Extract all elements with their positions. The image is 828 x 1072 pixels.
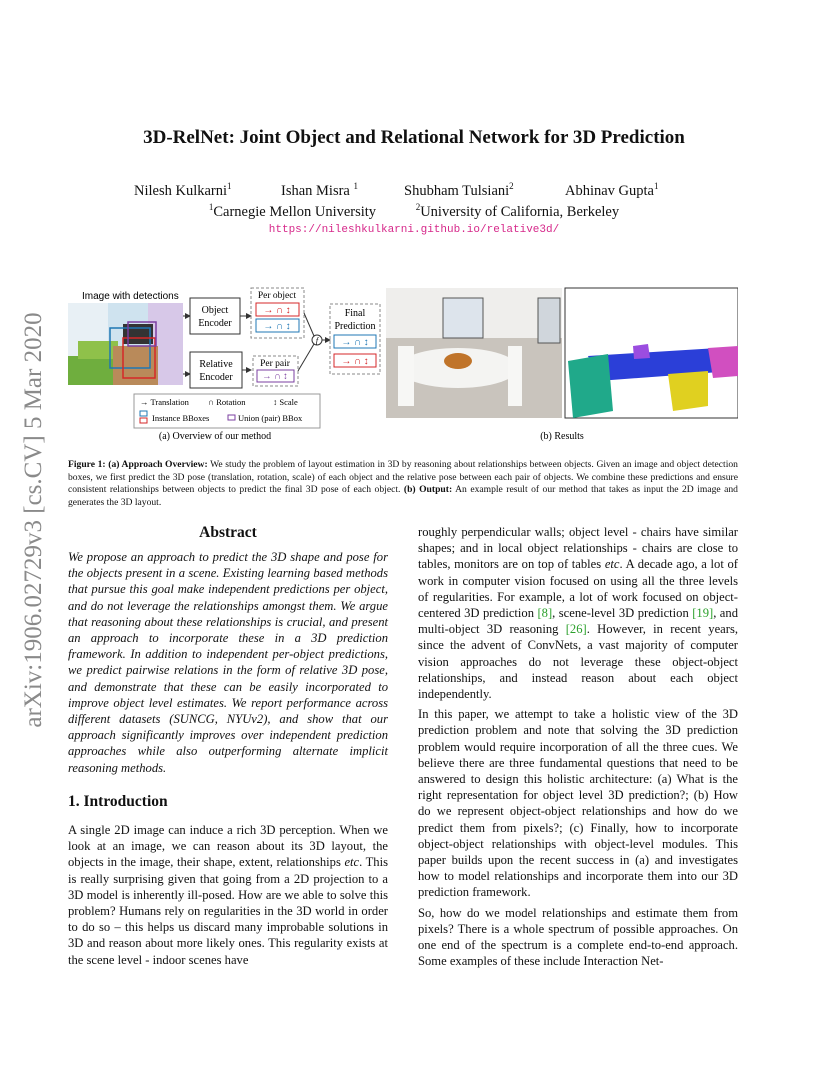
figure-1: [68, 286, 738, 446]
pose-glyphs-red: → ∩ ↕: [263, 305, 291, 316]
figure-1-graphic: [68, 286, 738, 446]
author-3: Shubham Tulsiani$^2$: [404, 181, 514, 199]
abstract-text: We propose an approach to predict the 3D shape and pose for the objects present in a scene. Existing learning based methods that pursue this goal make independent predictions per object, and do not leverage the relationships amongst them. We argue that reasoning about these relationships is crucial, and present an approach to incorporate these in a 3D prediction framework. In addition to independent per-object predictions, we predict pairwise relations in the form of relative 3D pose, and demonstrate that these can be easily incorporated to improve object level estimates. We report performance across different datasets (SUNCG, NYUv2), and show that our approach significantly improves over independent prediction approaches while also outperforming alternate implicit reasoning methods.: [68, 550, 388, 775]
pose-glyphs-purple: → ∩ ↕: [262, 372, 288, 382]
input-image: [68, 303, 183, 385]
right-paragraph-2: In this paper, we attempt to take a holistic view of the 3D prediction problem and note that solving the 3D prediction problem would require incorporation of all the three cues. We believe there are three fundamental questions that need to be answered to design this holistic architecture: (a) What is the right representation for object level 3D prediction?; (b) How do we represent object-object relationships and how do we predict them from pixels?; (c) Finally, how to incorporate object-object relationships with object-level modules. This paper builds upon the recent success in (a) and investigates how to model relationships and incorporate them into our 3D prediction framework.: [418, 707, 738, 900]
abstract-heading: Abstract: [199, 524, 257, 541]
relative-encoder-label-1: Relative: [199, 359, 233, 370]
legend-instance: Instance BBoxes: [152, 413, 210, 423]
legend-translation: → Translation: [140, 397, 189, 407]
figure-caption: Figure 1: (a) Approach Overview: We study the problem of layout estimation in 3D by reasoning about relationships between objects. Given an image and object detection boxes, we first predict the 3D pose (translation, rotation, scale) of each object and the relative pose between each pair of objects. We combine these predictions and ensure consistent relationships between objects to predict the final 3D pose of each object. (b) Output: An example result of our method that takes as input the 2D image and generates the 3D layout.: [68, 459, 738, 508]
author-1: Nilesh Kulkarni$^1$: [134, 181, 232, 199]
author-4: Abhinav Gupta$^1$: [565, 181, 659, 199]
affiliation-2: $^2$University of California, Berkeley: [415, 202, 620, 220]
final-glyphs-blue: → ∩ ↕: [341, 337, 369, 348]
paper-title: 3D-RelNet: Joint Object and Relational Network for 3D Prediction: [143, 127, 685, 148]
legend-rotation: ∩ Rotation: [208, 397, 246, 407]
f-symbol: f: [315, 336, 319, 345]
legend-union: Union (pair) BBox: [238, 413, 303, 423]
intro-paragraph-1: A single 2D image can induce a rich 3D perception. When we look at an image, we can reason about its 3D layout, the objects in the image, their shape, extent, relationships etc. This is really surprising given that going from a 2D projection to a 3D model is inherently ill-posed. How are we able to solve this problem? Humans rely on regularities in the 3D world in order to do so – this helps us discard many improbable solutions in 3D and reason about more likely ones. This regularity exists at the scene level - indoor scenes have: [68, 823, 388, 967]
affiliation-1: $^1$Carnegie Mellon University: [208, 202, 377, 220]
relative-encoder-label-2: Encoder: [199, 372, 233, 383]
citation-8[interactable]: [8]: [537, 606, 553, 621]
final-prediction-label-1: Final: [344, 308, 366, 319]
author-2: Ishan Misra $^1$: [281, 181, 358, 199]
project-url[interactable]: https://nileshkulkarni.github.io/relative3d/: [268, 224, 560, 236]
subcaption-a: (a) Overview of our method: [158, 431, 272, 442]
legend-scale: ↕ Scale: [273, 397, 298, 407]
results-rendering: [386, 288, 562, 418]
affiliations: [0, 202, 828, 221]
per-object-label: Per object: [257, 291, 297, 301]
final-prediction-label-2: Prediction: [334, 321, 376, 332]
citation-19[interactable]: [19]: [692, 606, 714, 621]
pose-glyphs-blue: → ∩ ↕: [263, 321, 291, 332]
intro-heading: 1. Introduction: [68, 793, 168, 810]
right-paragraph-3: So, how do we model relationships and estimate them from pixels? There is a whole spectrum of possible approaches. On one end of the spectrum is a complete end-to-end approach. Some examples of these include Interaction Net-: [418, 905, 738, 969]
arxiv-stamp: arXiv:1906.02729v3 [cs.CV] 5 Mar 2020: [20, 312, 47, 728]
final-glyphs-red: → ∩ ↕: [341, 356, 369, 367]
image-label: Image with detections: [82, 291, 179, 302]
right-column: [418, 524, 738, 969]
object-encoder-label-2: Encoder: [198, 318, 232, 329]
per-pair-label: Per pair: [260, 359, 290, 369]
right-paragraph-1: roughly perpendicular walls; object level - chairs have similar shapes; and in local object relationships - chairs are close to tables, monitors are on top of tables etc. A decade ago, a lot of work in computer vision focused on using all the three levels of regularities. For example, a lot of work focused on object-centered 3D prediction [8], scene-level 3D prediction [19], and multi-object 3D reasoning [26]. However, in recent years, since the advent of ConvNets, a vast majority of computer vision approaches do not leverage these object-object relationships, and instead reason about each object independently.: [418, 525, 738, 702]
citation-26[interactable]: [26]: [565, 622, 587, 637]
results-voxels: [565, 288, 738, 418]
subcaption-b: (b) Results: [540, 431, 584, 442]
object-encoder-label-1: Object: [201, 305, 229, 316]
